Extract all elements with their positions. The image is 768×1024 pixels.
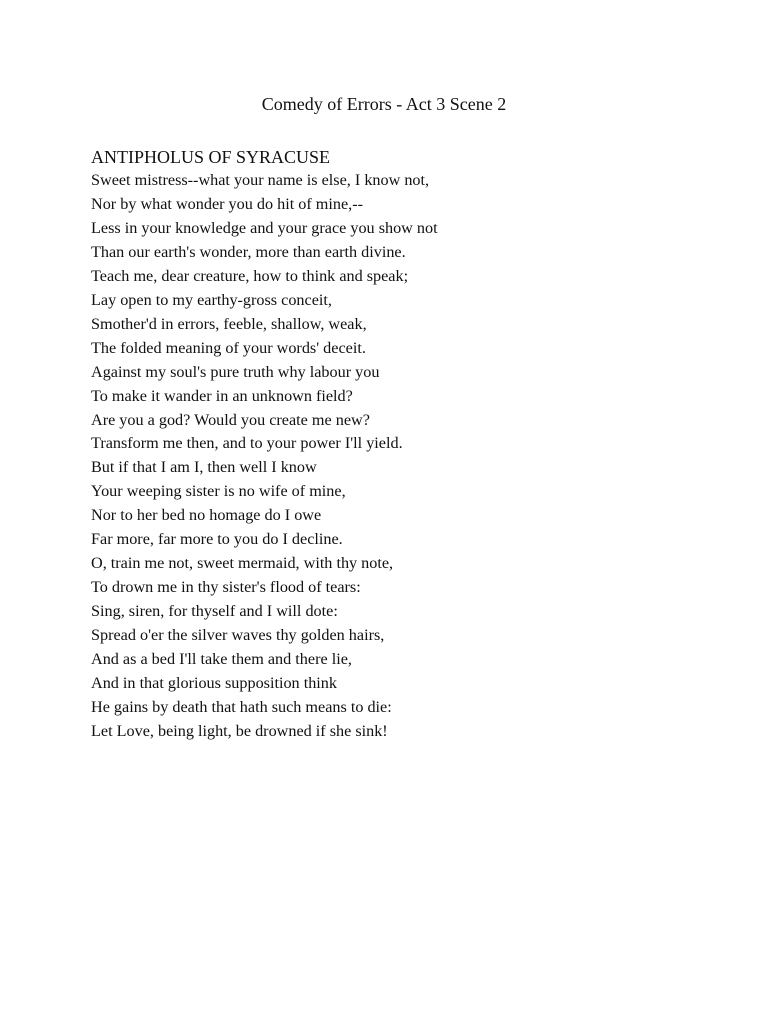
verse-line: Teach me, dear creature, how to think and speak; (91, 266, 409, 285)
verse-line: But if that I am I, then well I know (91, 458, 317, 477)
verse-lines (91, 169, 691, 744)
verse-line: Your weeping sister is no wife of mine, (91, 482, 346, 501)
verse-line: Lay open to my earthy-gross conceit, (91, 290, 332, 309)
verse-line: The folded meaning of your words' deceit. (91, 338, 366, 357)
verse-line: Let Love, being light, be drowned if she sink! (91, 721, 388, 740)
verse-line: Far more, far more to you do I decline. (91, 530, 343, 549)
verse-line: Less in your knowledge and your grace you show not (91, 218, 438, 237)
verse-line: Spread o'er the silver waves thy golden hairs, (91, 626, 385, 645)
verse-line: Are you a god? Would you create me new? (91, 410, 370, 429)
verse-line: Nor to her bed no homage do I owe (91, 506, 322, 525)
verse-line: Sweet mistress--what your name is else, I know not, (91, 171, 430, 189)
verse-line: Transform me then, and to your power I'll yield. (91, 434, 403, 453)
verse-line: He gains by death that hath such means to die: (91, 697, 392, 716)
verse-line: Than our earth's wonder, more than earth divine. (91, 242, 406, 261)
verse-line: To make it wander in an unknown field? (91, 386, 353, 405)
verse-line: O, train me not, sweet mermaid, with thy note, (91, 554, 394, 573)
verse-line: And in that glorious supposition think (91, 674, 337, 693)
page-title: Comedy of Errors - Act 3 Scene 2 (261, 94, 507, 114)
verse-line: Smother'd in errors, feeble, shallow, weak, (91, 314, 367, 333)
verse-line: Sing, siren, for thyself and I will dote: (91, 602, 338, 621)
verse-line: To drown me in thy sister's flood of tears: (91, 578, 361, 597)
speaker-name: ANTIPHOLUS OF SYRACUSE (91, 147, 331, 167)
verse-line: And as a bed I'll take them and there lie, (91, 650, 352, 669)
verse-line: Against my soul's pure truth why labour you (91, 362, 380, 381)
verse-line: Nor by what wonder you do hit of mine,-- (91, 194, 363, 213)
